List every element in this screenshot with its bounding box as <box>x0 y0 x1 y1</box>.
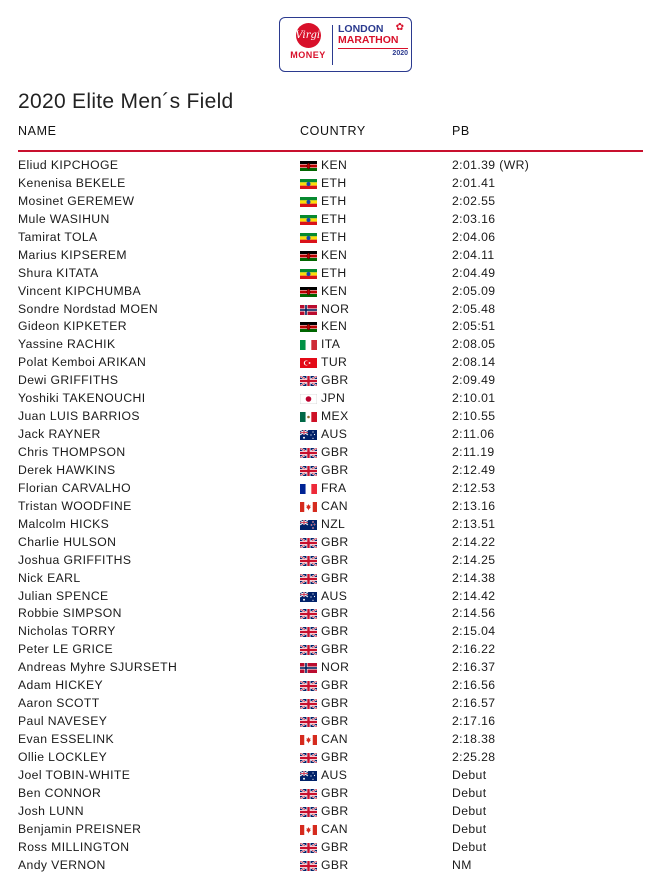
gbr-flag-icon <box>300 376 317 386</box>
athlete-name: Peter LE GRICE <box>18 642 114 657</box>
athlete-pb: 2:04.11 <box>452 247 495 262</box>
athlete-pb: 2:11.06 <box>452 427 495 442</box>
athlete-name: Andy VERNON <box>18 857 106 872</box>
athlete-country: GBR <box>321 803 349 818</box>
table-row <box>0 193 660 211</box>
table-row <box>0 731 660 749</box>
table-row <box>0 534 660 552</box>
runner-icon: ✿ <box>395 22 404 33</box>
gbr-flag-icon <box>300 645 317 655</box>
gbr-flag-icon <box>300 699 317 709</box>
athlete-table <box>0 157 660 875</box>
table-row <box>0 713 660 731</box>
athlete-name: Josh LUNN <box>18 803 84 818</box>
athlete-name: Mule WASIHUN <box>18 211 110 226</box>
athlete-name: Julian SPENCE <box>18 588 109 603</box>
athlete-name: Ollie LOCKLEY <box>18 749 108 764</box>
athlete-name: Robbie SIMPSON <box>18 606 122 621</box>
athlete-country: KEN <box>321 319 348 334</box>
page-title: 2020 Elite Men´s Field <box>18 90 234 113</box>
athlete-country: ITA <box>321 337 341 352</box>
athlete-pb: 2:09.49 <box>452 373 496 388</box>
ken-flag-icon <box>300 251 317 261</box>
athlete-country: NOR <box>321 660 350 675</box>
table-row <box>0 390 660 408</box>
athlete-pb: 2:05.09 <box>452 283 496 298</box>
table-row <box>0 839 660 857</box>
athlete-pb: 2:16.56 <box>452 678 496 693</box>
can-flag-icon <box>300 735 317 745</box>
table-row <box>0 283 660 301</box>
eth-flag-icon <box>300 197 317 207</box>
table-row <box>0 623 660 641</box>
athlete-country: ETH <box>321 265 347 280</box>
athlete-pb: 2:16.37 <box>452 660 496 675</box>
athlete-pb: Debut <box>452 767 487 782</box>
athlete-pb: Debut <box>452 839 487 854</box>
athlete-pb: 2:08.14 <box>452 355 496 370</box>
athlete-country: CAN <box>321 732 348 746</box>
gbr-flag-icon <box>300 574 317 584</box>
athlete-name: Charlie HULSON <box>18 534 117 549</box>
athlete-name: Dewi GRIFFITHS <box>18 373 119 388</box>
table-row <box>0 354 660 372</box>
aus-flag-icon <box>300 430 317 440</box>
athlete-country: KEN <box>321 283 348 298</box>
athlete-country: NOR <box>321 301 350 316</box>
athlete-pb: 2:03.16 <box>452 211 496 226</box>
nzl-flag-icon <box>300 520 317 530</box>
table-row <box>0 498 660 516</box>
athlete-country: GBR <box>321 534 349 549</box>
athlete-country: GBR <box>321 857 349 872</box>
table-row <box>0 462 660 480</box>
athlete-name: Nicholas TORRY <box>18 624 116 639</box>
table-row <box>0 265 660 283</box>
table-row <box>0 677 660 695</box>
table-row <box>0 301 660 319</box>
table-row <box>0 318 660 336</box>
athlete-pb: 2:14.38 <box>452 570 496 585</box>
athlete-name: Gideon KIPKETER <box>18 319 127 334</box>
athlete-country: GBR <box>321 714 349 729</box>
athlete-name: Chris THOMPSON <box>18 445 126 459</box>
ita-flag-icon <box>300 340 317 350</box>
nor-flag-icon <box>300 663 317 673</box>
can-flag-icon <box>300 825 317 835</box>
athlete-name: Ross MILLINGTON <box>18 839 130 854</box>
athlete-country: KEN <box>321 247 348 262</box>
gbr-flag-icon <box>300 843 317 853</box>
athlete-pb: 2:04.06 <box>452 229 496 244</box>
athlete-country: CAN <box>321 498 348 513</box>
athlete-pb: Debut <box>452 803 487 818</box>
gbr-flag-icon <box>300 789 317 799</box>
table-row <box>0 336 660 354</box>
athlete-pb: 2:16.57 <box>452 696 496 711</box>
column-header-country: COUNTRY <box>300 124 366 138</box>
gbr-flag-icon <box>300 681 317 691</box>
athlete-pb: 2:14.42 <box>452 588 496 603</box>
athlete-country: GBR <box>321 373 349 388</box>
athlete-name: Mosinet GEREMEW <box>18 193 135 208</box>
gbr-flag-icon <box>300 448 317 458</box>
athlete-country: GBR <box>321 678 349 693</box>
athlete-name: Tamirat TOLA <box>18 229 98 244</box>
athlete-pb: Debut <box>452 821 487 836</box>
athlete-name: Ben CONNOR <box>18 785 102 800</box>
table-row <box>0 444 660 462</box>
table-row <box>0 588 660 606</box>
table-row <box>0 211 660 229</box>
eth-flag-icon <box>300 179 317 189</box>
table-row <box>0 570 660 588</box>
table-row <box>0 785 660 803</box>
virgin-logo-circle: Virgin <box>296 23 321 48</box>
athlete-country: GBR <box>321 462 349 477</box>
athlete-pb: 2:05.48 <box>452 301 496 316</box>
athlete-country: JPN <box>321 391 346 406</box>
virgin-money-logo <box>286 23 330 67</box>
nor-flag-icon <box>300 305 317 315</box>
jpn-flag-icon <box>300 394 317 404</box>
athlete-name: Eliud KIPCHOGE <box>18 158 119 172</box>
athlete-name: Polat Kemboi ARIKAN <box>18 355 147 370</box>
athlete-name: Aaron SCOTT <box>18 696 100 711</box>
gbr-flag-icon <box>300 861 317 871</box>
athlete-country: GBR <box>321 785 349 800</box>
athlete-country: ETH <box>321 193 347 208</box>
athlete-pb: 2:17.16 <box>452 714 496 729</box>
athlete-country: ETH <box>321 211 347 226</box>
table-row <box>0 767 660 785</box>
gbr-flag-icon <box>300 556 317 566</box>
athlete-name: Tristan WOODFINE <box>18 498 132 513</box>
athlete-name: Nick EARL <box>18 570 81 585</box>
gbr-flag-icon <box>300 627 317 637</box>
can-flag-icon <box>300 502 317 512</box>
athlete-name: Evan ESSELINK <box>18 732 114 746</box>
aus-flag-icon <box>300 771 317 781</box>
aus-flag-icon <box>300 592 317 602</box>
athlete-name: Joshua GRIFFITHS <box>18 552 132 567</box>
athlete-country: GBR <box>321 606 349 621</box>
table-row <box>0 749 660 767</box>
table-row <box>0 229 660 247</box>
athlete-pb: 2:05:51 <box>452 319 496 334</box>
table-row <box>0 157 660 175</box>
athlete-pb: 2:14.56 <box>452 606 496 621</box>
athlete-name: Adam HICKEY <box>18 678 103 693</box>
athlete-name: Sondre Nordstad MOEN <box>18 301 159 316</box>
gbr-flag-icon <box>300 466 317 476</box>
table-row <box>0 426 660 444</box>
eth-flag-icon <box>300 269 317 279</box>
athlete-country: GBR <box>321 749 349 764</box>
logo-london-text: LONDON <box>338 23 384 35</box>
athlete-country: CAN <box>321 821 348 836</box>
ken-flag-icon <box>300 322 317 332</box>
table-row <box>0 695 660 713</box>
athlete-pb: 2:01.41 <box>452 175 496 190</box>
athlete-name: Benjamin PREISNER <box>18 821 142 836</box>
athlete-pb: 2:11.19 <box>452 445 495 459</box>
gbr-flag-icon <box>300 538 317 548</box>
logo-marathon-text: MARATHON <box>338 34 399 46</box>
athlete-country: KEN <box>321 158 348 172</box>
gbr-flag-icon <box>300 609 317 619</box>
eth-flag-icon <box>300 215 317 225</box>
table-row <box>0 803 660 821</box>
tur-flag-icon <box>300 358 317 368</box>
athlete-name: Andreas Myhre SJURSETH <box>18 660 178 675</box>
athlete-name: Malcolm HICKS <box>18 516 110 531</box>
athlete-country: AUS <box>321 588 348 603</box>
athlete-name: Joel TOBIN-WHITE <box>18 767 131 782</box>
column-header-pb: PB <box>452 124 470 138</box>
athlete-name: Vincent KIPCHUMBA <box>18 283 142 298</box>
athlete-pb: Debut <box>452 785 487 800</box>
athlete-country: ETH <box>321 175 347 190</box>
fra-flag-icon <box>300 484 317 494</box>
table-row <box>0 857 660 875</box>
logo-rule <box>338 48 408 49</box>
athlete-name: Marius KIPSEREM <box>18 247 127 262</box>
athlete-pb: 2:01.39 (WR) <box>452 158 530 172</box>
athlete-pb: 2:13.16 <box>452 498 496 513</box>
athlete-pb: 2:14.22 <box>452 534 496 549</box>
gbr-flag-icon <box>300 753 317 763</box>
athlete-pb: 2:02.55 <box>452 193 496 208</box>
athlete-name: Jack RAYNER <box>18 427 101 442</box>
athlete-pb: 2:14.25 <box>452 552 496 567</box>
athlete-country: GBR <box>321 570 349 585</box>
gbr-flag-icon <box>300 717 317 727</box>
logo-year: 2020 <box>392 50 408 58</box>
athlete-country: AUS <box>321 767 348 782</box>
money-wordmark: MONEY <box>290 50 326 60</box>
table-row <box>0 821 660 839</box>
header-divider <box>18 150 643 152</box>
table-row <box>0 175 660 193</box>
athlete-name: Derek HAWKINS <box>18 462 116 477</box>
table-row <box>0 552 660 570</box>
athlete-pb: 2:25.28 <box>452 749 496 764</box>
athlete-pb: 2:10.55 <box>452 409 496 424</box>
table-row <box>0 641 660 659</box>
athlete-pb: 2:10.01 <box>452 391 496 406</box>
athlete-pb: NM <box>452 857 472 872</box>
athlete-name: Yoshiki TAKENOUCHI <box>18 391 146 406</box>
athlete-pb: 2:15.04 <box>452 624 496 639</box>
athlete-country: GBR <box>321 696 349 711</box>
table-row <box>0 605 660 623</box>
athlete-country: GBR <box>321 624 349 639</box>
athlete-name: Florian CARVALHO <box>18 480 131 495</box>
athlete-name: Kenenisa BEKELE <box>18 175 126 190</box>
athlete-pb: 2:12.53 <box>452 480 496 495</box>
athlete-country: AUS <box>321 427 348 442</box>
athlete-country: ETH <box>321 229 347 244</box>
athlete-country: NZL <box>321 516 346 531</box>
athlete-country: GBR <box>321 642 349 657</box>
athlete-pb: 2:18.38 <box>452 732 496 746</box>
athlete-country: GBR <box>321 445 349 459</box>
athlete-pb: 2:08.05 <box>452 337 496 352</box>
mex-flag-icon <box>300 412 317 422</box>
column-header-name: NAME <box>18 124 57 138</box>
athlete-country: GBR <box>321 552 349 567</box>
athlete-country: MEX <box>321 409 349 424</box>
table-row <box>0 372 660 390</box>
athlete-pb: 2:16.22 <box>452 642 496 657</box>
athlete-country: GBR <box>321 839 349 854</box>
table-row <box>0 516 660 534</box>
athlete-name: Juan LUIS BARRIOS <box>18 409 140 424</box>
table-row <box>0 247 660 265</box>
event-logo <box>279 17 412 72</box>
table-row <box>0 659 660 677</box>
athlete-name: Paul NAVESEY <box>18 714 108 729</box>
ken-flag-icon <box>300 287 317 297</box>
athlete-name: Shura KITATA <box>18 265 99 280</box>
athlete-country: FRA <box>321 480 347 495</box>
gbr-flag-icon <box>300 807 317 817</box>
athlete-pb: 2:04.49 <box>452 265 496 280</box>
athlete-pb: 2:13.51 <box>452 516 496 531</box>
table-row <box>0 408 660 426</box>
table-row <box>0 480 660 498</box>
ken-flag-icon <box>300 161 317 171</box>
eth-flag-icon <box>300 233 317 243</box>
athlete-country: TUR <box>321 355 348 370</box>
logo-divider <box>332 25 333 65</box>
athlete-name: Yassine RACHIK <box>18 337 116 352</box>
athlete-pb: 2:12.49 <box>452 462 496 477</box>
